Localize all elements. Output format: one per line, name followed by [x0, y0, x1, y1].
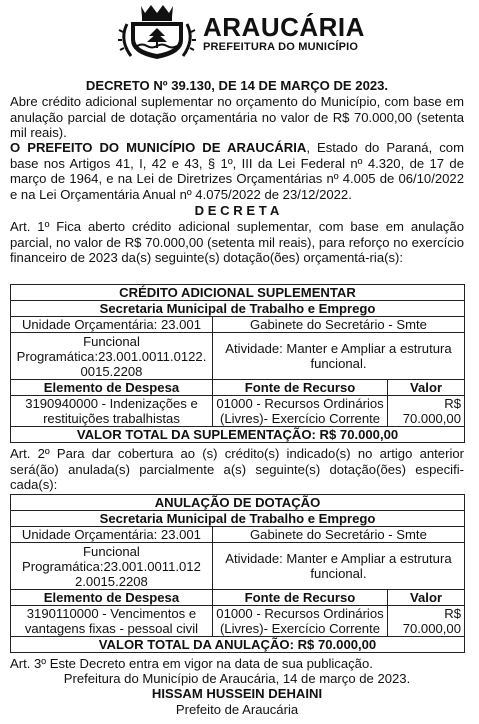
atividade: Atividade: Manter e Ampliar a estrutura funcional. [212, 333, 464, 380]
annulment-table [10, 494, 465, 653]
place-date: Prefeitura do Município de Araucária, 14 de março de 2023. [63, 671, 411, 686]
brand [203, 13, 365, 53]
col-valor: Valor [388, 380, 465, 396]
article-2: Art. 2º Para dar cobertura ao (s) crédito(s) indicado(s) no artigo anterior será(ão) anulada(s) parcialmente a(s) seguinte(s) dotação(ões) especifi-cada(s): [10, 446, 464, 493]
unidade-orcamentaria: Unidade Orçamentária: 23.001 [11, 527, 213, 543]
decree-preamble [10, 140, 464, 202]
col-elemento: Elemento de Despesa [11, 590, 213, 606]
funcional-programatica: Funcional Programática:23.001.0011.0122. 0015.2208 [11, 333, 213, 380]
article-3: Art. 3º Este Decreto entra em vigor na data de sua publicação. [10, 656, 373, 671]
col-valor: Valor [388, 590, 465, 606]
unidade-orcamentaria: Unidade Orçamentária: 23.001 [11, 317, 213, 333]
col-fonte: Fonte de Recurso [212, 380, 387, 396]
preamble-lead: O PREFEITO DO MUNICÍPIO DE ARAUCÁRIA [10, 140, 307, 155]
decreta-heading: D E C R E T A [194, 203, 280, 218]
supplementary-credit-table [10, 284, 465, 443]
valor: R$ 70.000,00 [388, 396, 465, 427]
preamble-text: , Estado do Paraná, com base nos Artigos 41, I, 42 e 43, § 1º, III da Lei Federal nº 4.320, de 17 de março de 1964, e na Lei de Diretrizes Orçamentárias nº 4.005 de 06/10/2022 e na Lei Orçamentária Anual nº 4.075/2022 de 23/12/2022. [10, 140, 464, 202]
col-elemento: Elemento de Despesa [11, 380, 213, 396]
funcional-programatica: Funcional Programática:23.001.0011.012 2.0015.2208 [11, 543, 213, 590]
fonte-recurso: 01000 - Recursos Ordinários (Livres)- Exercício Corrente [212, 396, 387, 427]
header [117, 2, 367, 62]
brand-subtitle: PREFEITURA DO MUNICÍPIO [203, 41, 359, 53]
valor: R$ 70.000,00 [388, 606, 465, 637]
fonte-recurso: 01000 - Recursos Ordinários (Livres)- Exercício Corrente [212, 606, 387, 637]
table-total: VALOR TOTAL DA ANULAÇÃO: R$ 70.000,00 [11, 637, 465, 653]
decree-title: DECRETO Nº 39.130, DE 14 DE MARÇO DE 2023. [85, 78, 389, 93]
secretaria: Secretaria Municipal de Trabalho e Emprego [11, 511, 465, 527]
secretaria: Secretaria Municipal de Trabalho e Emprego [11, 301, 465, 317]
brand-name: ARAUCÁRIA [203, 12, 365, 42]
article-1: Art. 1º Fica aberto crédito adicional suplementar, com base em anulação parcial, no valor de R$ 70.000,00 (setenta mil reais), para reforço no exercício financeiro de 2023 da(s) seguinte(s) dotação(ões) orçamentá-ria(s): [10, 219, 464, 266]
table-title: ANULAÇÃO DE DOTAÇÃO [11, 495, 465, 511]
signer-name: HISSAM HUSSEIN DEHAINI [151, 686, 323, 701]
decree-summary: Abre crédito adicional suplementar no orçamento do Município, com base em anulação parcial de dotação orçamentária no valor de R$ 70.000,00 (setenta mil reais). [10, 94, 464, 141]
signer-role: Prefeito de Araucária [175, 702, 299, 717]
table-row [11, 606, 465, 637]
atividade: Atividade: Manter e Ampliar a estrutura funcional. [212, 543, 464, 590]
table-title: CRÉDITO ADICIONAL SUPLEMENTAR [11, 285, 465, 301]
gabinete: Gabinete do Secretário - Smte [212, 317, 464, 333]
table-row [11, 396, 465, 427]
col-fonte: Fonte de Recurso [212, 590, 387, 606]
elemento-despesa: 3190940000 - Indenizações e restituições trabalhistas [11, 396, 213, 427]
table-total: VALOR TOTAL DA SUPLEMENTAÇÃO: R$ 70.000,00 [11, 427, 465, 443]
gabinete: Gabinete do Secretário - Smte [212, 527, 464, 543]
city-coat-of-arms-icon [117, 2, 197, 62]
elemento-despesa: 3190110000 - Vencimentos e vantagens fixas - pessoal civil [11, 606, 213, 637]
